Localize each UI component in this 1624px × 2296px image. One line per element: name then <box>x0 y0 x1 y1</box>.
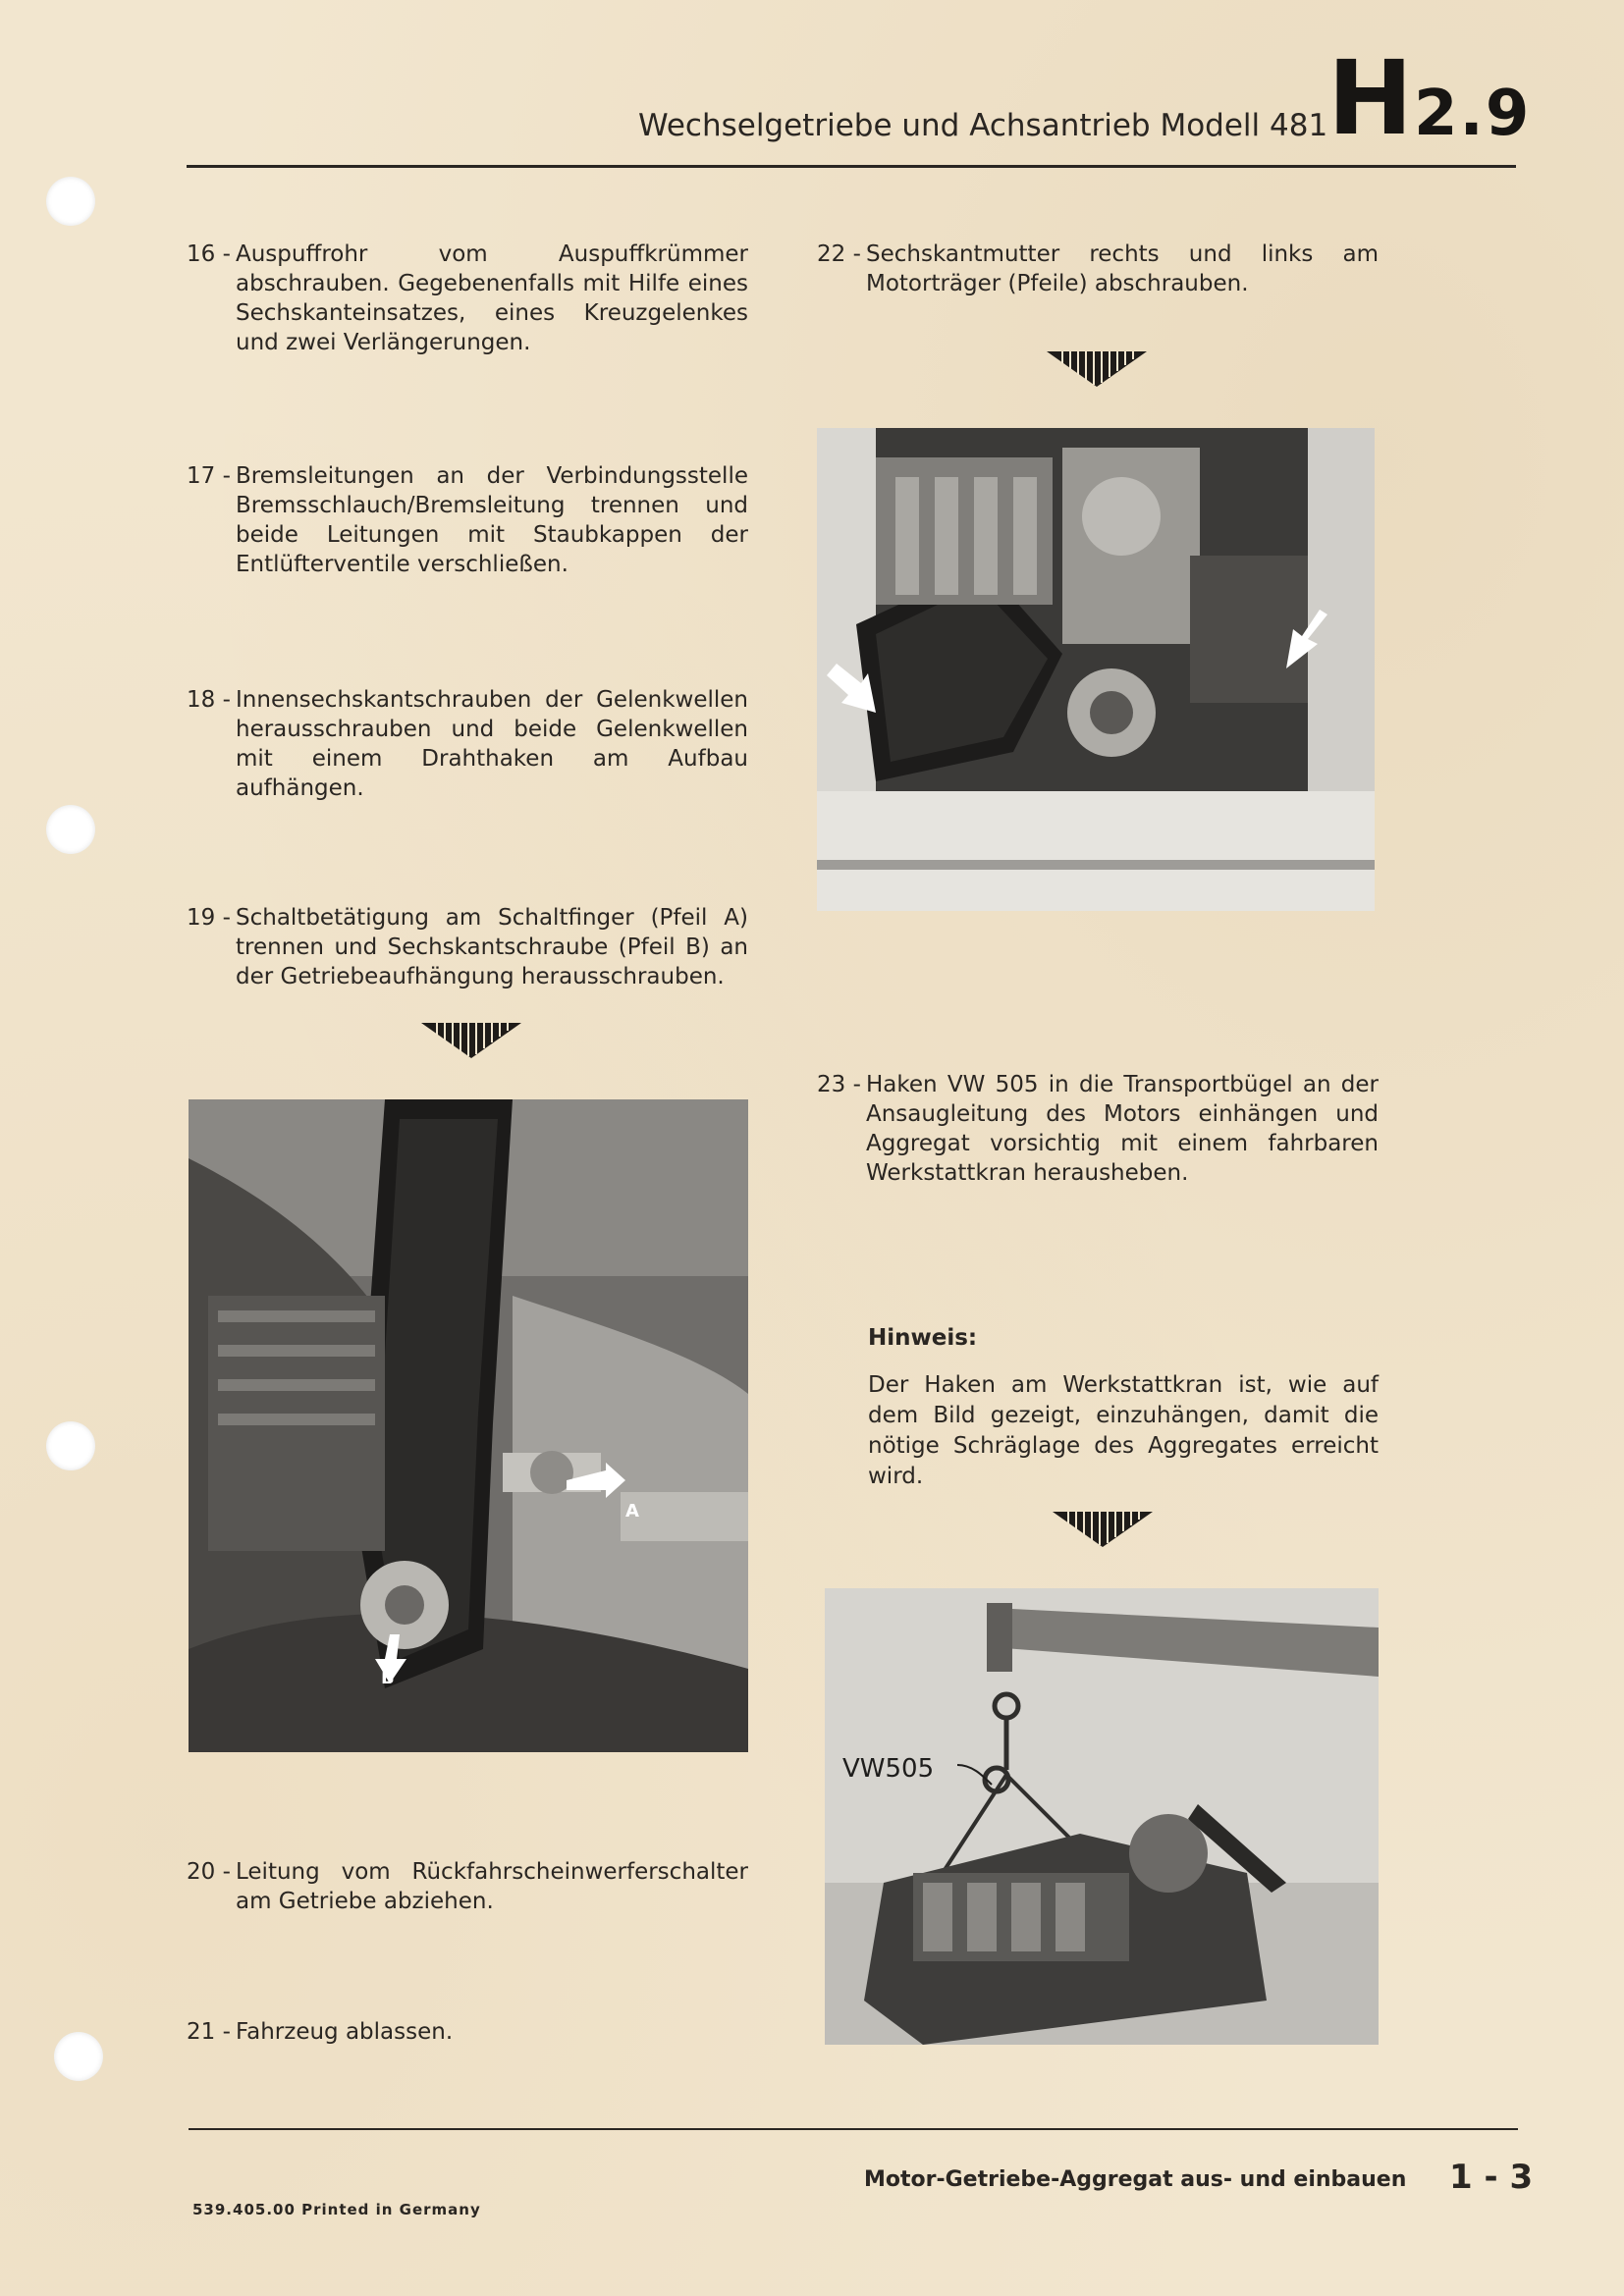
step-text: Haken VW 505 in die Transportbügel an der Ansaugleitung des Motors einhängen und Aggregat vorsichtig mit einem fahrbaren Werkstattkran herausheben. <box>866 1072 1379 1186</box>
step-number: 21 - <box>187 2019 231 2045</box>
down-arrow-icon <box>1049 1510 1157 1549</box>
step-text: Leitung vom Rückfahrscheinwerferschalter am Getriebe abziehen. <box>236 1859 748 1914</box>
vw505-label: VW505 <box>842 1754 935 1784</box>
down-arrow-icon <box>1043 349 1151 389</box>
step-17 <box>187 461 748 579</box>
step-number: 17 - <box>187 463 231 489</box>
note-title: Hinweis: <box>868 1325 978 1351</box>
binder-hole-1 <box>46 177 95 226</box>
step-text: Sechskantmutter rechts und links am Motorträger (Pfeile) abschrauben. <box>866 241 1379 296</box>
step-23 <box>817 1070 1379 1188</box>
step-20 <box>187 1857 748 1916</box>
photo-engine-bay <box>817 428 1375 911</box>
header-rule <box>187 165 1516 168</box>
binder-hole-3 <box>46 1421 95 1470</box>
step-text: Schaltbetätigung am Schaltfinger (Pfeil A) trennen und Sechskantschraube (Pfeil B) an der Getriebeaufhängung herausschrauben. <box>236 905 748 989</box>
step-text: Bremsleitungen an der Verbindungsstelle Bremsschlauch/Bremsleitung trennen und beide Leitungen mit Staubkappen der Entlüfterventile verschließen. <box>236 463 748 577</box>
photo-crane-lift <box>825 1588 1379 2045</box>
step-text: Fahrzeug ablassen. <box>236 2019 454 2045</box>
step-16 <box>187 240 748 357</box>
print-note: 539.405.00 Printed in Germany <box>192 2201 481 2218</box>
step-number: 18 - <box>187 687 231 713</box>
step-number: 20 - <box>187 1859 231 1885</box>
label-b: B <box>381 1668 395 1688</box>
page-number: 1 - 3 <box>1449 2158 1534 2197</box>
step-19 <box>187 903 748 991</box>
step-18 <box>187 685 748 803</box>
photo-shift-linkage <box>189 1099 748 1752</box>
down-arrow-icon <box>417 1021 525 1060</box>
step-number: 23 - <box>817 1072 861 1097</box>
step-21 <box>187 2017 748 2047</box>
section-letter: H <box>1327 38 1414 158</box>
step-number: 16 - <box>187 241 231 267</box>
step-22 <box>817 240 1379 298</box>
step-number: 22 - <box>817 241 861 267</box>
step-text: Innensechskantschrauben der Gelenkwellen herausschrauben und beide Gelenkwellen mit einem Drahthaken am Aufbau aufhängen. <box>236 687 748 801</box>
binder-hole-2 <box>46 805 95 854</box>
label-a: A <box>625 1501 639 1522</box>
footer-title: Motor-Getriebe-Aggregat aus- und einbauen <box>864 2167 1407 2192</box>
step-text: Auspuffrohr vom Auspuffkrümmer abschrauben. Gegebenenfalls mit Hilfe eines Sechskanteinsatzes, eines Kreuzgelenkes und zwei Verlängerungen. <box>236 241 748 355</box>
header-title: Wechselgetriebe und Achsantrieb Modell 481 <box>638 108 1328 143</box>
footer-rule <box>189 2128 1518 2130</box>
note-text: Der Haken am Werkstattkran ist, wie auf dem Bild gezeigt, einzuhängen, damit die nötige Schräglage des Aggregates erreicht wird. <box>868 1372 1379 1489</box>
binder-hole-4 <box>54 2032 103 2081</box>
section-number: 2.9 <box>1414 78 1532 150</box>
step-number: 19 - <box>187 905 231 931</box>
